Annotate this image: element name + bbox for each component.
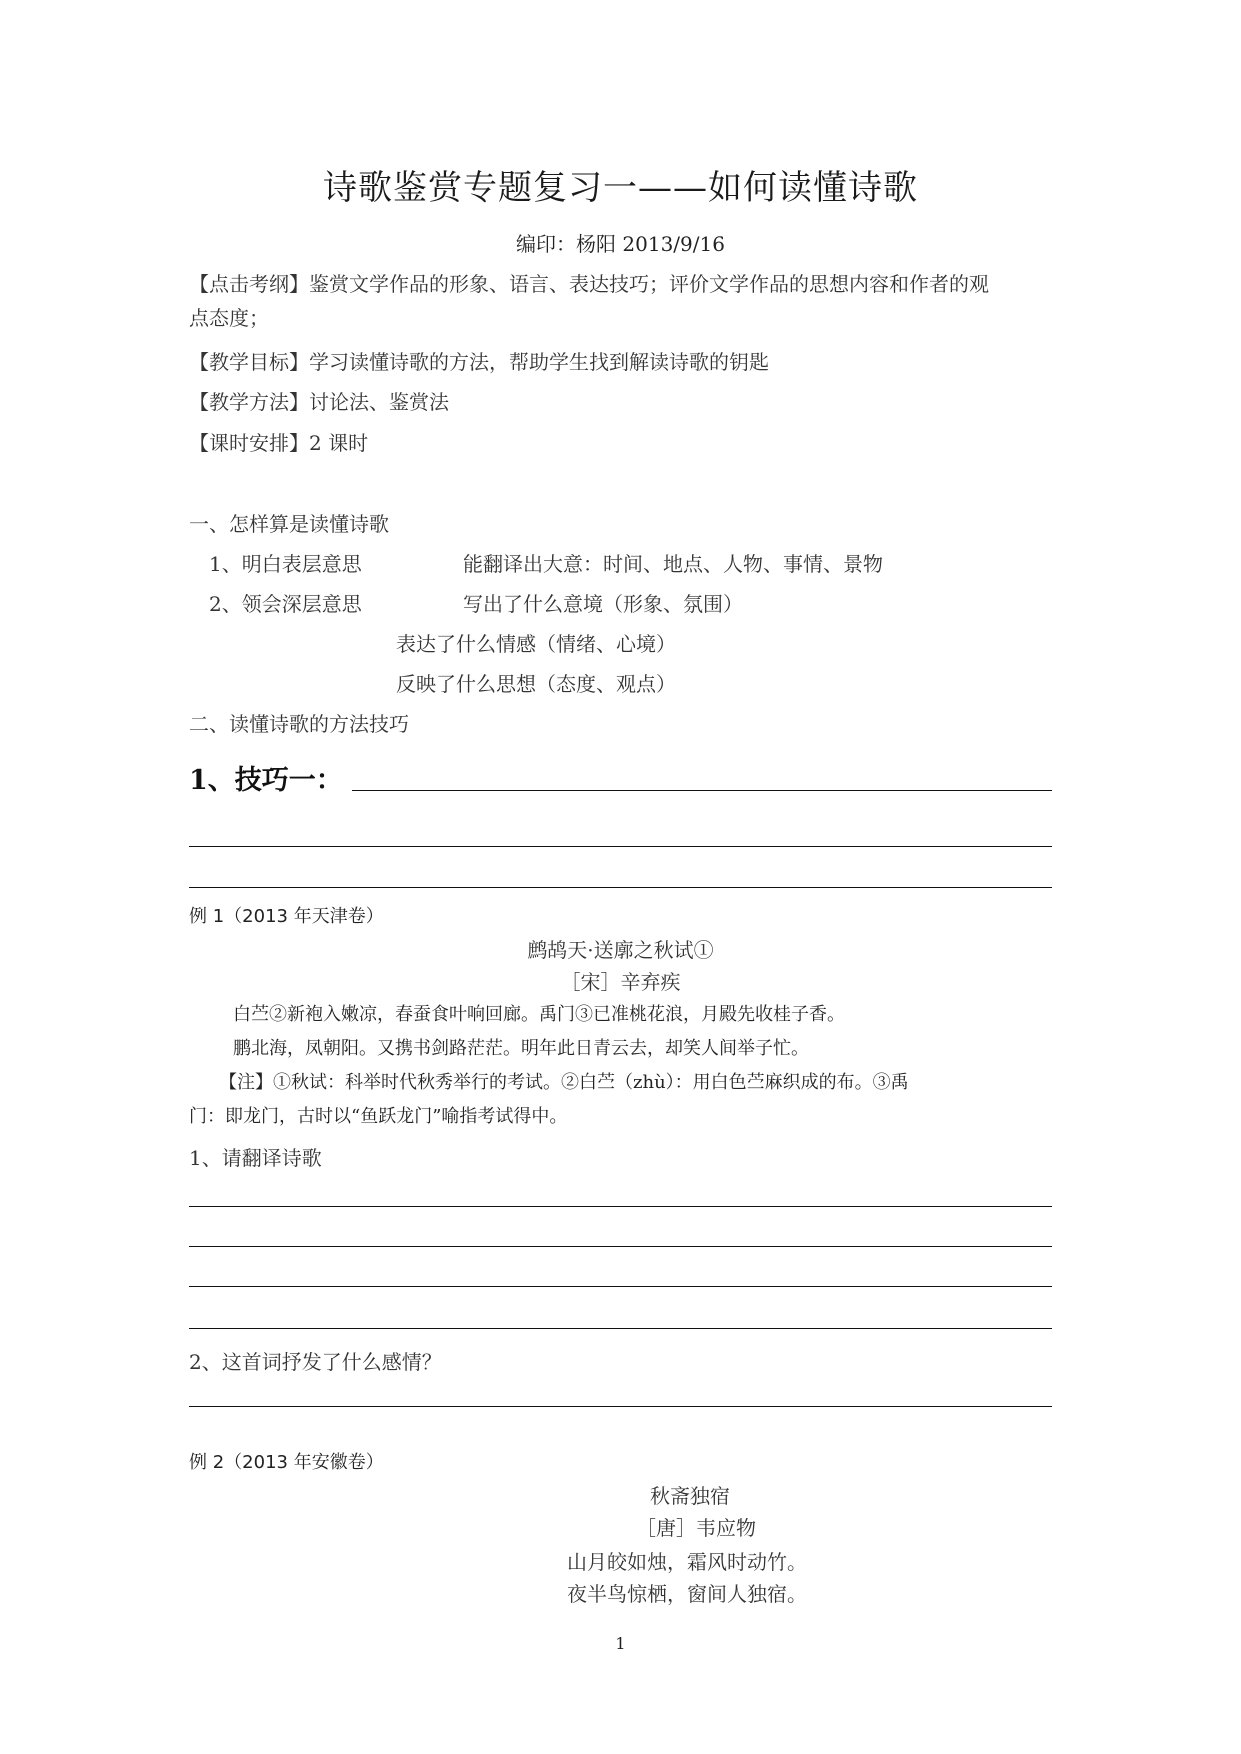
item-2-desc-1: 写出了什么意境（形象、氛围） — [463, 592, 743, 616]
skill-1-answer-line — [352, 790, 1052, 791]
page-title: 诗歌鉴赏专题复习一——如何读懂诗歌 — [323, 168, 918, 208]
example-1-note-line-1: 【注】①秋试：科举时代秋秀举行的考试。②白苎（zhù）：用白色苎麻织成的布。③禹 — [219, 1072, 909, 1093]
page-number: 1 — [615, 1634, 626, 1653]
item-2-desc-3: 反映了什么思想（态度、观点） — [396, 672, 676, 696]
lesson-schedule: 【课时安排】2 课时 — [189, 431, 369, 455]
skill-1-label: 1、技巧一： — [189, 765, 343, 796]
answer-line — [189, 1406, 1052, 1407]
answer-line — [189, 1286, 1052, 1287]
example-2-poem-line-1: 山月皎如烛，霜风时动竹。 — [567, 1550, 807, 1574]
kaogang-line-1: 【点击考纲】鉴赏文学作品的形象、语言、表达技巧；评价文学作品的思想内容和作者的观 — [189, 272, 989, 296]
example-1-label: 例 1（2013 年天津卷） — [189, 906, 384, 927]
example-2-poem-title: 秋斋独宿 — [650, 1484, 730, 1508]
teaching-goal: 【教学目标】学习读懂诗歌的方法，帮助学生找到解读诗歌的钥匙 — [189, 350, 769, 374]
example-1-poem-title: 鹧鸪天·送廓之秋试① — [527, 938, 714, 962]
example-1-poem-line-1: 白苎②新袍入嫩凉，春蚕食叶响回廊。禹门③已准桃花浪，月殿先收桂子香。 — [233, 1004, 845, 1025]
compiler-date: 编印：杨阳 2013/9/16 — [516, 232, 725, 256]
example-2-author: ［唐］韦应物 — [636, 1516, 756, 1540]
example-1-note-line-2: 门：即龙门，古时以“鱼跃龙门”喻指考试得中。 — [189, 1106, 568, 1127]
example-2-poem-line-2: 夜半鸟惊栖，窗间人独宿。 — [567, 1582, 807, 1606]
blank-line — [189, 887, 1052, 888]
item-2-label: 2、领会深层意思 — [209, 592, 362, 616]
section-2-heading: 二、读懂诗歌的方法技巧 — [189, 712, 409, 736]
teaching-method: 【教学方法】讨论法、鉴赏法 — [189, 390, 449, 414]
answer-line — [189, 1328, 1052, 1329]
example-2-label: 例 2（2013 年安徽卷） — [189, 1452, 384, 1473]
kaogang-line-2: 点态度； — [189, 306, 269, 330]
section-1-heading: 一、怎样算是读懂诗歌 — [189, 512, 389, 536]
question-1: 1、请翻译诗歌 — [189, 1146, 322, 1170]
item-1-label: 1、明白表层意思 — [209, 552, 362, 576]
item-2-desc-2: 表达了什么情感（情绪、心境） — [396, 632, 676, 656]
answer-line — [189, 1246, 1052, 1247]
example-1-author: ［宋］辛弃疾 — [560, 970, 681, 994]
question-2: 2、这首词抒发了什么感情？ — [189, 1350, 442, 1374]
blank-line — [189, 846, 1052, 847]
answer-line — [189, 1206, 1052, 1207]
example-1-poem-line-2: 鹏北海，凤朝阳。又携书剑路茫茫。明年此日青云去，却笑人间举子忙。 — [233, 1038, 809, 1059]
item-1-desc: 能翻译出大意：时间、地点、人物、事情、景物 — [463, 552, 883, 576]
